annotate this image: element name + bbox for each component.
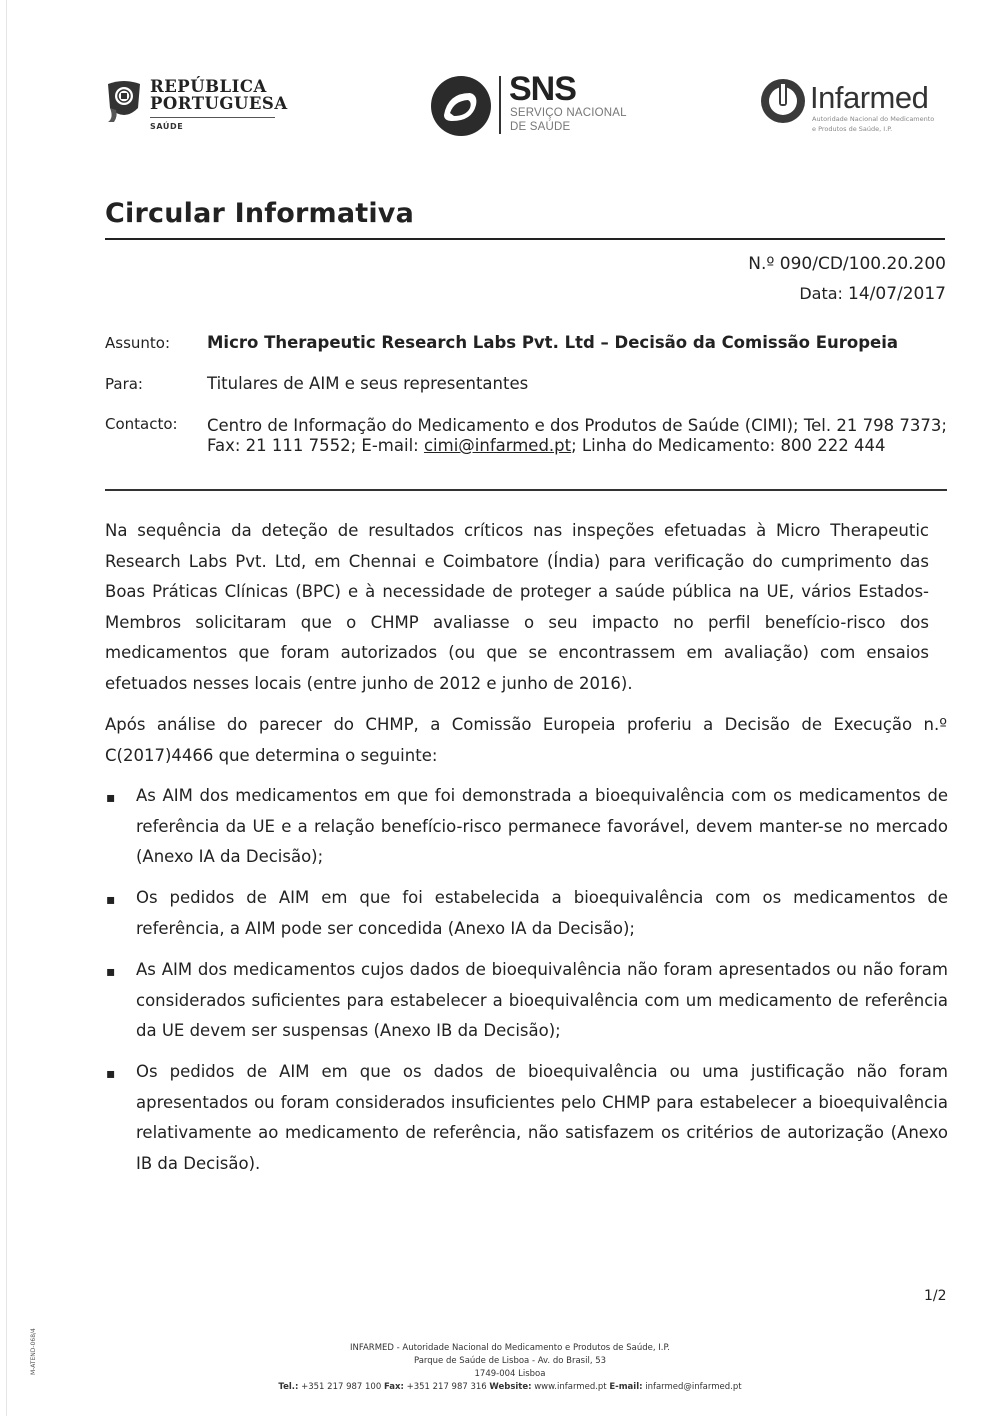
republica-line1: REPÚBLICA bbox=[150, 77, 267, 96]
footer-tel-value: +351 217 987 100 bbox=[301, 1382, 382, 1392]
footer-email-link[interactable]: infarmed@infarmed.pt bbox=[645, 1382, 742, 1392]
document-number-value: N.º 090/CD/100.20.200 bbox=[748, 254, 946, 274]
list-item: As AIM dos medicamentos em que foi demonstrada a bioequivalência com os medicamentos de referência da UE e a relação benefício-risco permanece favorável, devem manter-se no mercado (Anexo IA da Decisão); bbox=[136, 786, 948, 867]
footer-fax-value: +351 217 987 316 bbox=[406, 1382, 487, 1392]
section-rule bbox=[105, 489, 947, 491]
footer-email-label: E-mail: bbox=[609, 1382, 643, 1392]
list-item: As AIM dos medicamentos cujos dados de bioequivalência não foram apresentados ou não foram considerados suficientes para estabelecer a bioequivalência com um medicamento de referência da UE devem ser suspensas (Anexo IB da Decisão); bbox=[136, 960, 948, 1041]
republica-emblem-icon bbox=[104, 78, 144, 122]
footer-web-link[interactable]: www.infarmed.pt bbox=[534, 1382, 607, 1392]
footer-line1: INFARMED - Autoridade Nacional do Medicamento e Produtos de Saúde, I.P. bbox=[350, 1343, 670, 1353]
document-number bbox=[748, 254, 946, 274]
footer-web-label: Website: bbox=[489, 1382, 532, 1392]
document-title: Circular Informativa bbox=[105, 198, 415, 229]
sns-line1: SERVIÇO NACIONAL bbox=[510, 107, 627, 119]
contacto-email-link[interactable]: cimi@infarmed.pt bbox=[423, 436, 572, 455]
para-label: Para: bbox=[105, 375, 143, 393]
date-value: 14/07/2017 bbox=[848, 284, 946, 304]
form-code: M-ATEND-068/4 bbox=[30, 1328, 37, 1375]
page-number: 1/2 bbox=[924, 1288, 947, 1304]
infarmed-title: Infarmed bbox=[810, 80, 929, 115]
bullet-symbol: ▪ bbox=[106, 1066, 116, 1082]
bullet-symbol: ▪ bbox=[106, 790, 116, 806]
footer-line3: 1749-004 Lisboa bbox=[474, 1369, 546, 1379]
contacto-value bbox=[207, 416, 952, 456]
sns-title: SNS bbox=[509, 70, 576, 108]
footer-line2: Parque de Saúde de Lisboa - Av. do Brasil, 53 bbox=[413, 1356, 607, 1366]
contacto-text: Centro de Informação do Medicamento e dos Produtos de Saúde (CIMI); Tel. 21 798 7373; Fax: 21 111 7552; E-mail: bbox=[207, 416, 947, 455]
sns-divider bbox=[499, 76, 501, 134]
footer-fax-label: Fax: bbox=[383, 1382, 404, 1392]
date-label: Data: bbox=[799, 284, 843, 303]
page-edge bbox=[6, 0, 7, 1416]
republica-divider bbox=[150, 117, 275, 118]
sns-logo-icon bbox=[430, 75, 492, 137]
contacto-text-post: ; Linha do Medicamento: 800 222 444 bbox=[571, 436, 886, 455]
footer-contacts bbox=[0, 1382, 1000, 1392]
bullet-symbol: ▪ bbox=[106, 964, 116, 980]
sns-line2: DE SAÚDE bbox=[510, 121, 571, 133]
footer-tel-label: Tel.: bbox=[278, 1382, 299, 1392]
infarmed-line1: Autoridade Nacional do Medicamento bbox=[812, 115, 935, 123]
document-date bbox=[799, 284, 946, 304]
body-paragraph-1: Na sequência da deteção de resultados críticos nas inspeções efetuadas à Micro Therapeutic Research Labs Pvt. Ltd, em Chennai e Coimbatore (Índia) para verificação do cumprimento das Boas Práticas Clínicas (BPC) e à necessidade de proteger a saúde pública na UE, vários Estados-Membros solicitaram que o CHMP avaliasse o seu impacto no perfil benefício-risco dos medicamentos que foram autorizados (ou que se encontrassem em avaliação) com ensaios efetuados nesses locais (entre junho de 2012 e junho de 2016). bbox=[105, 521, 929, 693]
assunto-value: Micro Therapeutic Research Labs Pvt. Ltd – Decisão da Comissão Europeia bbox=[207, 333, 899, 352]
republica-line2: PORTUGUESA bbox=[150, 94, 288, 113]
contacto-label: Contacto: bbox=[105, 415, 178, 433]
list-item: Os pedidos de AIM em que os dados de bioequivalência ou uma justificação não foram apresentados ou foram considerados insuficientes pelo CHMP para estabelecer a bioequivalência relativamente ao medicamento de referência, não satisfazem os critérios de autorização (Anexo IB da Decisão). bbox=[136, 1062, 948, 1173]
republica-sub: SAÚDE bbox=[150, 122, 184, 131]
title-rule bbox=[105, 238, 945, 240]
infarmed-line2: e Produtos de Saúde, I.P. bbox=[812, 125, 893, 133]
infarmed-logo-icon bbox=[760, 78, 806, 124]
bullet-symbol: ▪ bbox=[106, 892, 116, 908]
body-paragraph-2: Após análise do parecer do CHMP, a Comissão Europeia proferiu a Decisão de Execução n.º C(2017)4466 que determina o seguinte: bbox=[105, 715, 947, 765]
list-item: Os pedidos de AIM em que foi estabelecida a bioequivalência com os medicamentos de referência, a AIM pode ser concedida (Anexo IA da Decisão); bbox=[136, 888, 948, 938]
assunto-label: Assunto: bbox=[105, 334, 171, 352]
para-value: Titulares de AIM e seus representantes bbox=[207, 374, 529, 393]
